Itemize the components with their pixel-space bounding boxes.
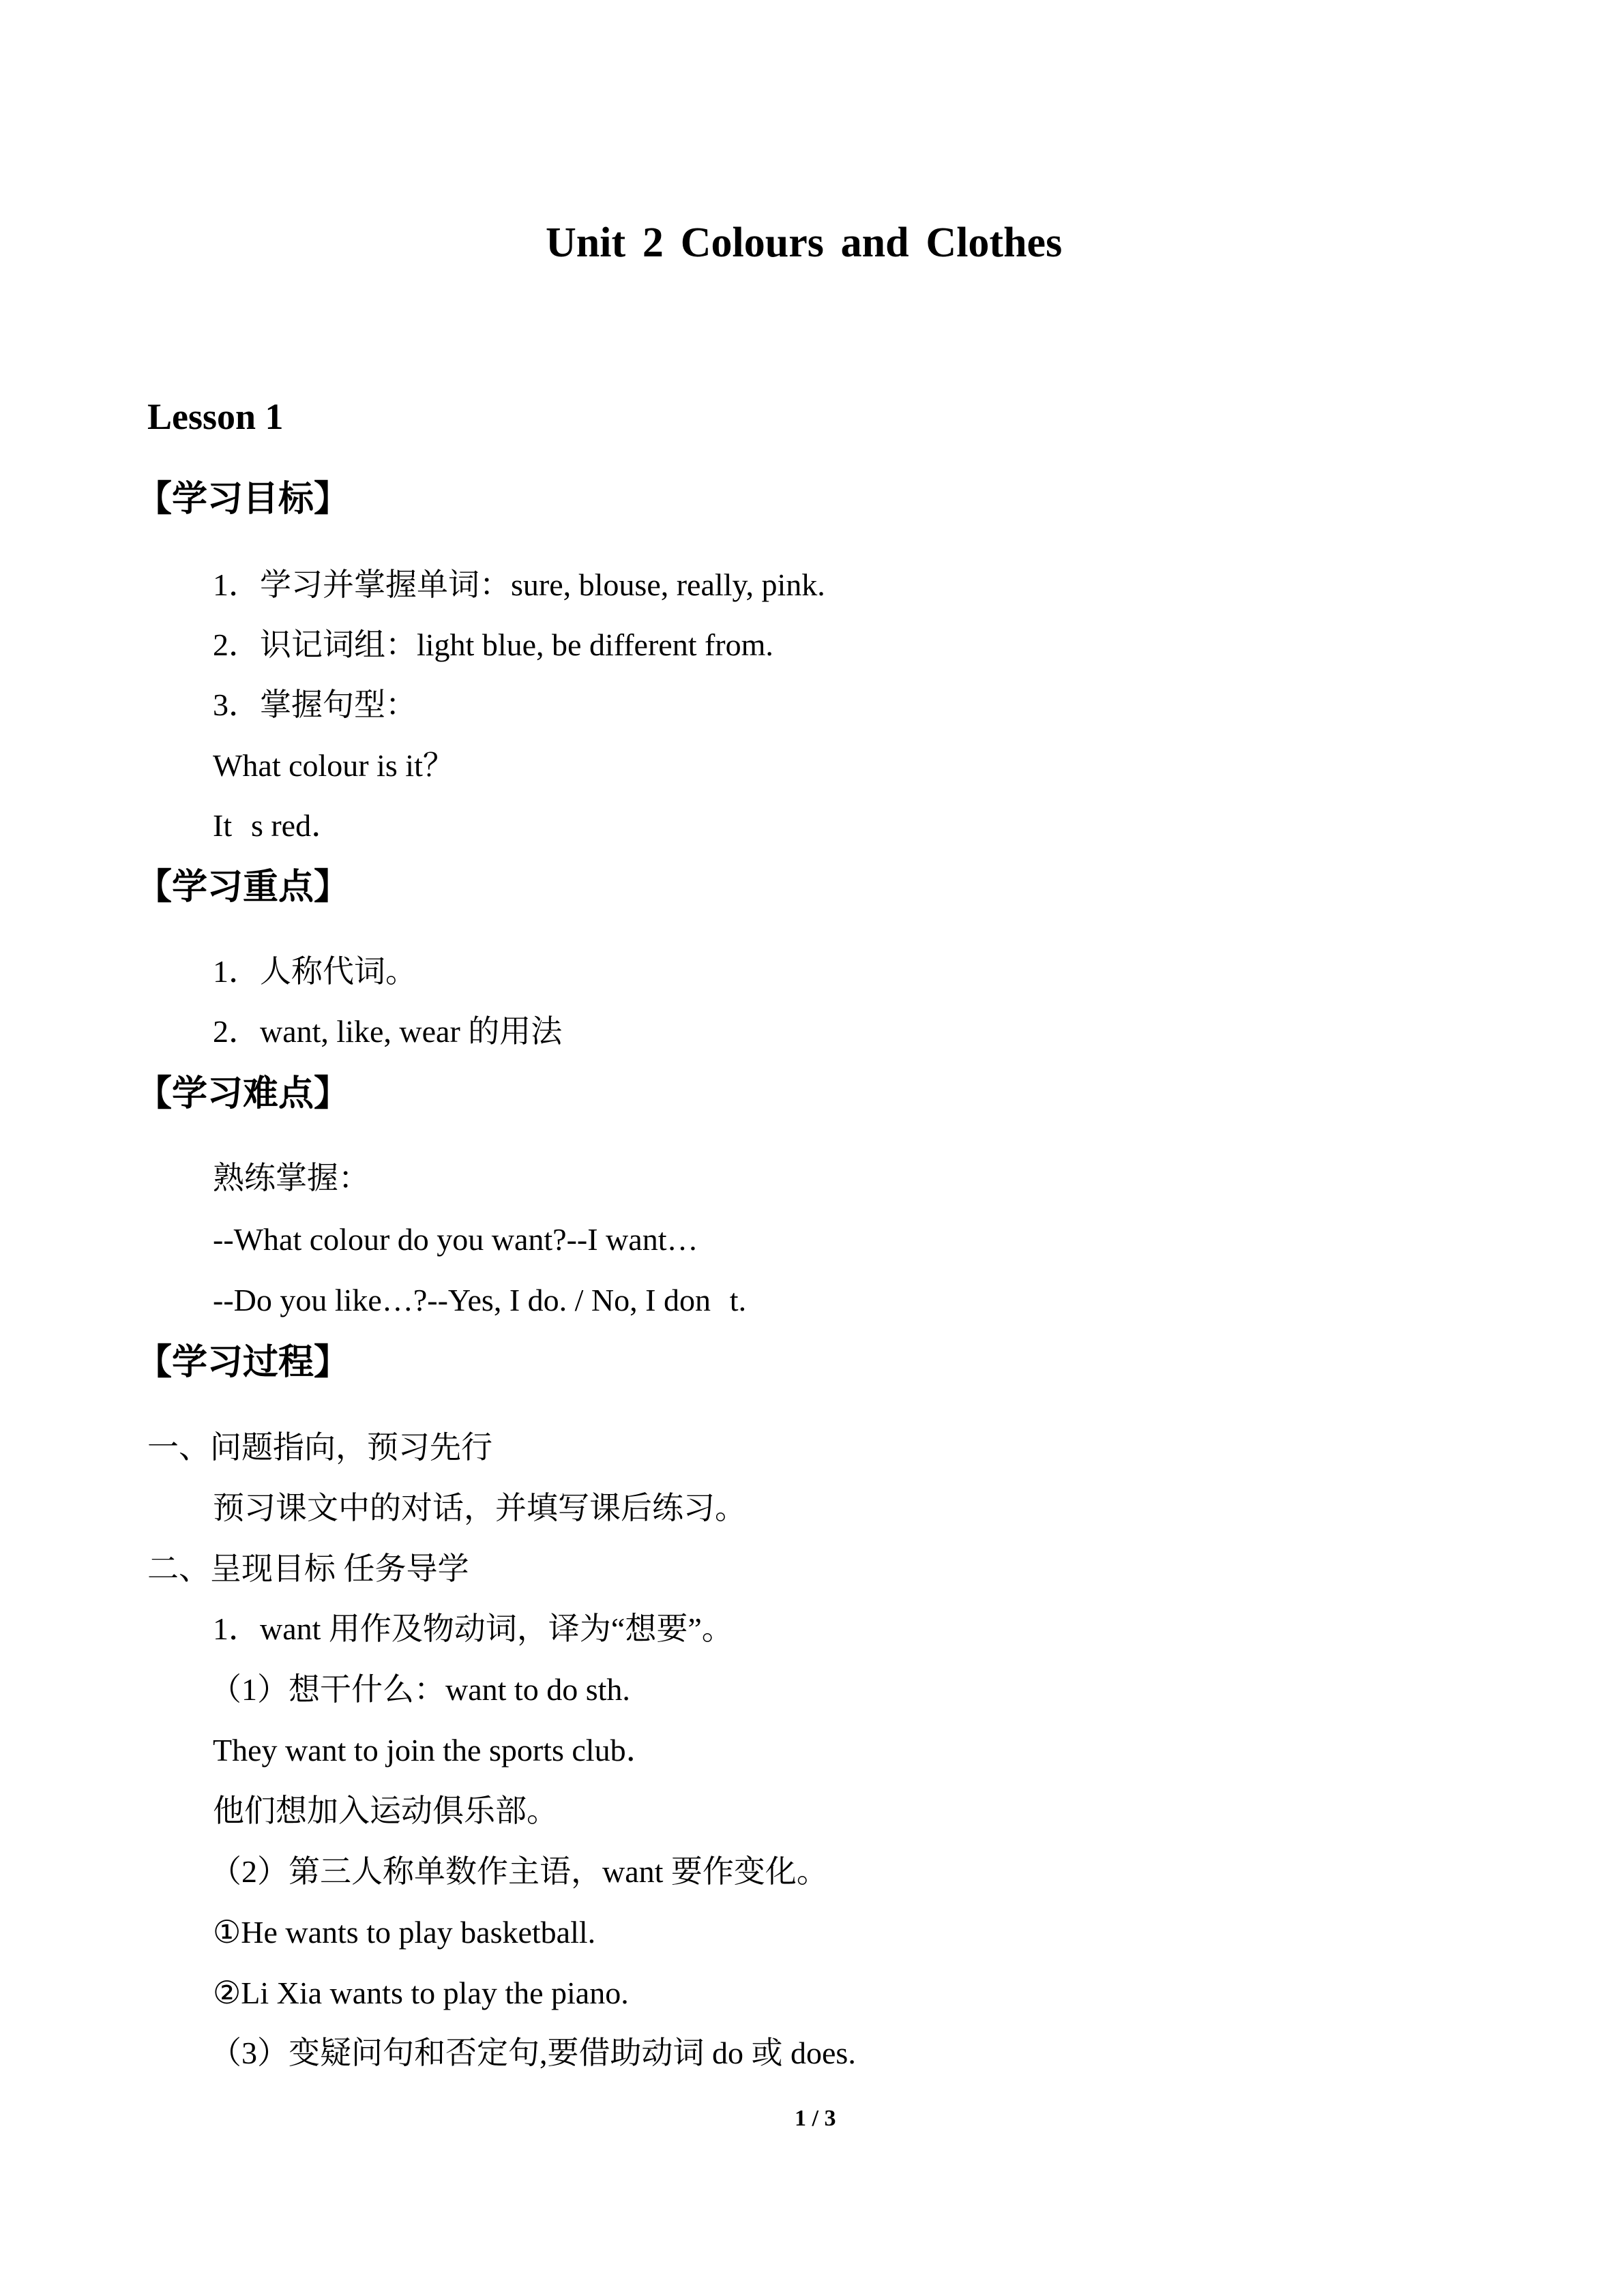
process-line: 一、问题指向，预习先行 (147, 1430, 492, 1465)
goal-line: What colour is it？ (213, 748, 454, 783)
section-heading-goals: 【学习目标】 (136, 479, 350, 520)
process-line: ②Li Xia wants to play the piano. (213, 1976, 629, 2010)
process-line: 预习课文中的对话，并填写课后练习。 (213, 1491, 746, 1525)
page-title: Unit 2 Colours and Clothes (546, 220, 1063, 266)
process-line: （2）第三人称单数作主语，want 要作变化。 (210, 1854, 828, 1889)
process-line: 他们想加入运动俱乐部。 (213, 1793, 558, 1828)
goal-line: 1．学习并掌握单词：sure, blouse, really, pink. (213, 567, 825, 602)
key-point-line: 1．人称代词。 (213, 954, 417, 989)
lesson-heading: Lesson 1 (147, 396, 284, 437)
process-line: （1）想干什么：want to do sth. (210, 1672, 630, 1707)
process-line: （3）变疑问句和否定句,要借助动词 do 或 does. (210, 2036, 856, 2070)
page-number: 1 / 3 (795, 2106, 836, 2131)
process-line: 1．want 用作及物动词，译为“想要”。 (213, 1611, 733, 1646)
process-line: 二、呈现目标 任务导学 (147, 1551, 469, 1586)
difficulty-line: --What colour do you want?--I want… (213, 1222, 698, 1257)
process-line: They want to join the sports club． (213, 1733, 658, 1768)
difficulty-line: --Do you like…?--Yes, I do. / No, I dont. (213, 1283, 747, 1317)
section-heading-difficulties: 【学习难点】 (136, 1073, 350, 1114)
key-point-line: 2．want, like, wear 的用法 (213, 1014, 563, 1049)
goal-line: 3．掌握句型： (213, 687, 417, 722)
difficulty-line: 熟练掌握： (213, 1161, 370, 1195)
goal-line: Its red． (213, 808, 343, 843)
goal-line: 2．识记词组：light blue, be different from. (213, 627, 773, 662)
section-heading-process: 【学习过程】 (136, 1342, 350, 1383)
process-line: ①He wants to play basketball. (213, 1915, 596, 1950)
section-heading-key-points: 【学习重点】 (136, 867, 350, 908)
